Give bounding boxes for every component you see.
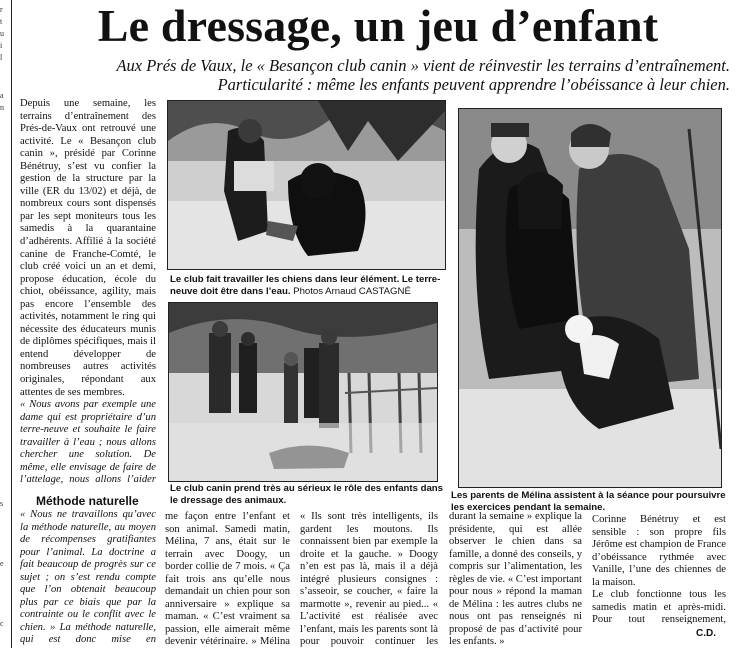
- fragment-letter: t: [0, 18, 3, 26]
- quote-paragraph: « Nous avons par exemple une dame qui est propriétaire d’un terre-neuve et souhaite le faire travailler à l’eau ; nous allons chercher une solution. De même, elle envisage de faire de l’attelage, nous allons l’aider: [20, 399, 156, 486]
- fragment-letter: r: [0, 6, 3, 14]
- fragment-letter: c: [0, 620, 4, 628]
- fragment-letter: a: [0, 92, 4, 100]
- author-signature: C.D.: [696, 628, 716, 639]
- column-divider: [11, 0, 12, 648]
- photo-children-training-image: [169, 303, 437, 481]
- fragment-letter: e: [0, 560, 4, 568]
- photo-dog-training-water: [167, 100, 446, 270]
- photo-credit: Photos Arnaud CASTAGNÉ: [293, 285, 411, 297]
- intro-paragraph: Depuis une semaine, les terrains d’entraînement des Prés-de-Vaux ont retrouvé une activité. Le « Besançon club canin », présidé par Corinne Bénétruy, s’est vu confier la gestion de la structure par la ville (ER du 13/02) et déjà, de nombreux cours sont dispensés par les sept moniteurs tous les samedis à la quarantaine d’adhérents. Affilié à la société canine de Franche-Comté, le club créé voici un an et demi, propose éducation, école du chiot, obéissance, agility, mais pas encore l’ensemble des activités, notamment le ring qui nécessite des éducateurs munis de diplômes spécifiques, mais il entend développer de nombreuses autres activités originales, répondant aux attentes de ses membres.: [20, 98, 156, 398]
- article-column-3: « Ils sont très intelligents, ils gardent les moutons. Ils connaissent bien par exemple la droite et la gauche. » Doogy n’en est pas là, mais il a déjà intégré plusieurs consignes : s’asseoir, se coucher, « faire la marmotte », revenir au pied... « L’activité est réalisée avec l’enfant, mais les parents sont là pour pouvoir continuer les: [300, 511, 438, 648]
- photo-dog-training-water-image: [168, 101, 445, 269]
- column-5-contact: Le club fonctionne tous les samedis matin et après-midi. Pour tout renseignement,: [592, 589, 726, 624]
- fragment-letter: u: [0, 30, 4, 38]
- section-title: Méthode naturelle: [36, 494, 139, 508]
- article-column-5: [592, 514, 726, 624]
- article-column-2: me façon entre l’enfant et son animal. Samedi matin, Mélina, 7 ans, était sur le terrain avec Doogy, un border collie de 7 mois. « Ça fait trois ans qu’elle nous demandait un chien pour son anniversaire » explique sa maman. « C’est vraiment sa passion, elle aimerait même devenir vétérinaire. » Mélina: [165, 511, 290, 648]
- section-paragraph: « Nous ne travaillons qu’avec la méthode naturelle, au moyen de récompenses gratifiantes pour l’animal. La doctrine a fait beaucoup de progrès sur ce sujet ; on s’est rendu compte que l’on obtenait beaucoup plus par ce biais que par la contrainte ou le conflit avec le chien. » La méthode naturelle, qui est donc mise en: [20, 509, 156, 646]
- photo-1-caption: [170, 274, 446, 297]
- photo-3-caption: Les parents de Mélina assistent à la séance pour poursuivre les exercices pendant la semaine.: [451, 490, 726, 513]
- fragment-letter: n: [0, 104, 4, 112]
- photo-1-caption-text: Le club fait travailler les chiens dans leur élément. Le terre-neuve doit être dans l’eau.: [170, 274, 441, 297]
- article-column-4: durant la semaine » explique la présidente, qui est allée observer le chien dans sa famille, a donné des conseils, y compris sur l’alimentation, les règles de vie. « C’est important pour nous » répond la maman de Mélina : les autres clubs ne nous ont pas renseignés ni proposé de pas d’activité pour les enfants. »: [449, 511, 582, 648]
- article-column-1: [20, 98, 156, 488]
- fragment-letter: i: [0, 42, 3, 50]
- fragment-letter: s: [0, 500, 4, 508]
- photo-2-caption: Le club canin prend très au sérieux le rôle des enfants dans le dressage des animaux.: [170, 483, 443, 506]
- fragment-letter: l: [0, 54, 3, 62]
- column-5-paragraph: Corinne Bénétruy et est sensible : son propre fils Jérôme est champion de France d’obéissance rythmée avec Vanille, l’une des chiennes de la maison.: [592, 514, 726, 588]
- photo-melina-with-parents-image: [459, 109, 721, 487]
- left-column-fragment: [0, 0, 14, 648]
- photo-children-training: [168, 302, 438, 482]
- article-subheadline: Aux Prés de Vaux, le « Besançon club canin » vient de réinvestir les terrains d’entraînement. Particularité : même les enfants peuvent apprendre l’obéissance à leur chien.: [116, 56, 730, 94]
- photo-melina-with-parents: [458, 108, 722, 488]
- article-headline: Le dressage, un jeu d’enfant: [97, 0, 659, 51]
